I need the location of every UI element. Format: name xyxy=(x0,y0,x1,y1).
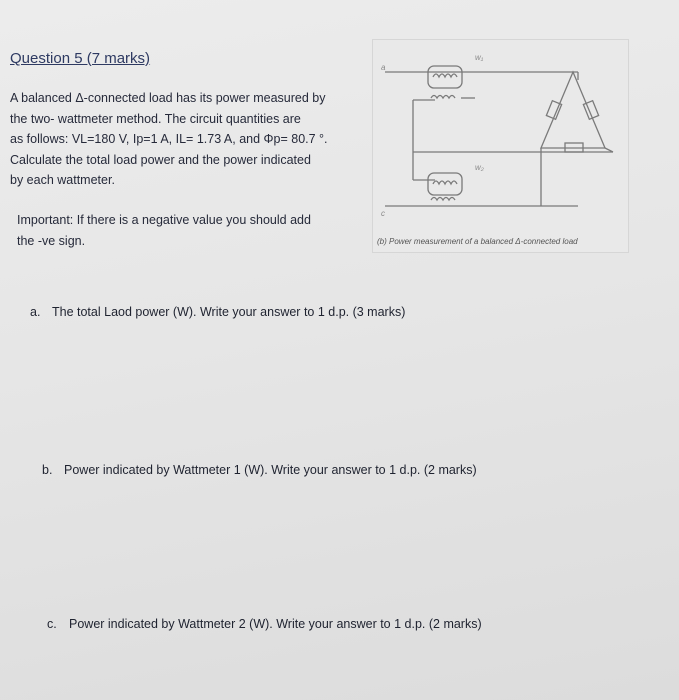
part-text: Power indicated by Wattmeter 1 (W). Write your answer to 1 d.p. (2 marks) xyxy=(64,463,477,477)
question-part-b xyxy=(42,463,477,477)
part-text: The total Laod power (W). Write your answer to 1 d.p. (3 marks) xyxy=(52,305,406,319)
important-line: the -ve sign. xyxy=(17,234,86,248)
important-note xyxy=(17,210,367,252)
intro-line: Calculate the total load power and the power indicated xyxy=(10,152,311,167)
intro-line: A balanced Δ-connected load has its power measured by xyxy=(10,91,326,105)
intro-line: by each wattmeter. xyxy=(10,173,115,187)
figure-caption: (b) Power measurement of a balanced Δ-connected load xyxy=(377,237,578,246)
svg-text:w₁: w₁ xyxy=(475,53,484,62)
question-part-c xyxy=(47,617,482,631)
question-intro xyxy=(10,88,365,191)
svg-text:c: c xyxy=(381,209,385,218)
wattmeter-circuit-diagram xyxy=(373,40,628,252)
part-text: Power indicated by Wattmeter 2 (W). Write your answer to 1 d.p. (2 marks) xyxy=(69,617,482,631)
question-part-a xyxy=(30,305,405,319)
part-label: b. xyxy=(42,463,53,477)
circuit-figure xyxy=(373,40,628,252)
delta-load xyxy=(541,72,605,148)
part-label: a. xyxy=(30,305,41,319)
question-title: Question 5 (7 marks) xyxy=(10,50,151,67)
part-label: c. xyxy=(47,617,57,631)
intro-line: the two- wattmeter method. The circuit quantities are xyxy=(10,111,301,126)
svg-text:w₂: w₂ xyxy=(475,163,484,172)
svg-text:a: a xyxy=(381,63,386,72)
important-line: Important: If there is a negative value you should add xyxy=(17,213,311,227)
intro-line: as follows: VL=180 V, Ip=1 A, IL= 1.73 A, and Φp= 80.7 °. xyxy=(10,132,328,146)
